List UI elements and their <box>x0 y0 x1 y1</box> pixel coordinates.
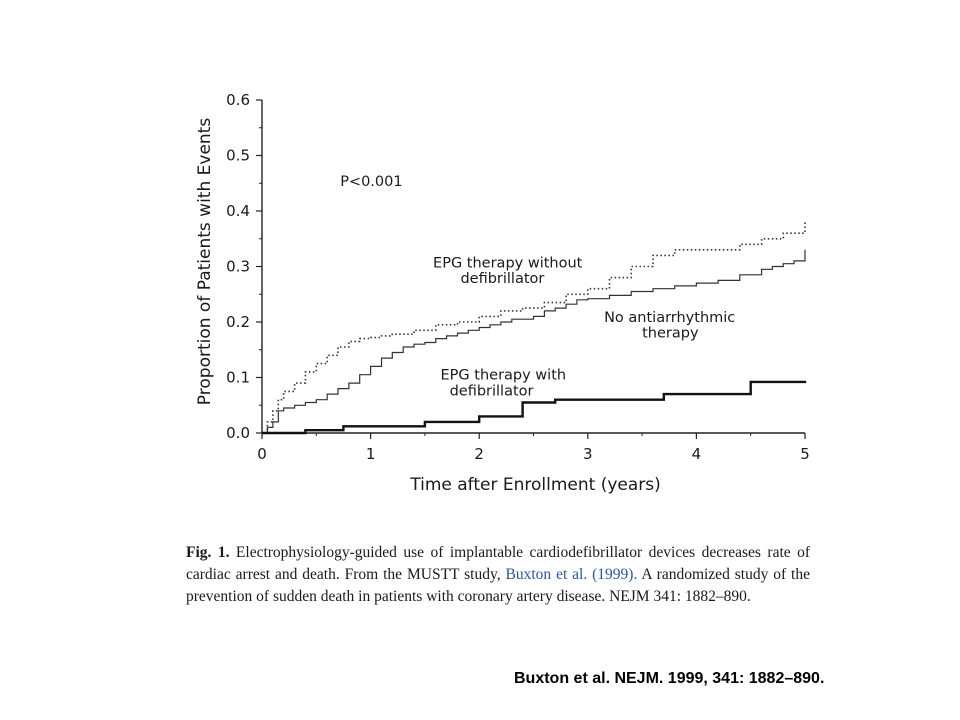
chart-annotation: defibrillator <box>460 271 545 288</box>
x-tick-label: 3 <box>583 445 593 463</box>
chart-annotation: No antiarrhythmic <box>604 310 736 326</box>
chart-annotation: therapy <box>642 325 699 342</box>
chart-annotations <box>340 174 735 399</box>
citation-text: Buxton et al. NEJM. 1999, 341: 1882–890. <box>514 670 825 687</box>
y-tick-label: 0.3 <box>226 257 250 276</box>
y-axis-title: Proportion of Patients with Events <box>195 117 215 406</box>
figure-caption <box>186 542 810 608</box>
x-tick-label: 2 <box>474 445 484 463</box>
y-tick-label: 0.0 <box>226 424 250 442</box>
y-tick-label: 0.6 <box>226 91 250 109</box>
y-tick-label: 0.1 <box>226 368 250 387</box>
y-tick-label: 0.4 <box>226 202 250 220</box>
x-axis-title: Time after Enrollment (years) <box>410 475 661 495</box>
x-tick-label: 0 <box>257 445 267 463</box>
series-epg-with-defibrillator <box>262 382 805 433</box>
x-tick-label: 4 <box>691 445 702 463</box>
y-tick-label: 0.5 <box>226 146 250 165</box>
chart-annotation: defibrillator <box>449 383 534 400</box>
caption-text-part2: A randomized study of the prevention of sudden death in patients with coronary artery disease. NEJM 341: 1882–890. <box>186 566 810 605</box>
caption-reference-link[interactable]: Buxton et al. (1999). <box>505 566 638 583</box>
chart-series-layer <box>262 222 805 433</box>
y-tick-label: 0.2 <box>226 313 250 331</box>
chart-annotation: P<0.001 <box>340 174 403 191</box>
chart-annotation: EPG therapy without <box>433 255 583 272</box>
x-tick-label: 5 <box>800 445 810 463</box>
x-tick-label: 1 <box>365 445 376 463</box>
caption-text-part1: Electrophysiology-guided use of implantable cardiodefibrillator devices decreases rate of cardiac arrest and death. From the MUSTT study, <box>186 544 811 583</box>
caption-fig-label: Fig. 1. <box>186 544 230 561</box>
chart-annotation: EPG therapy with <box>440 367 567 384</box>
